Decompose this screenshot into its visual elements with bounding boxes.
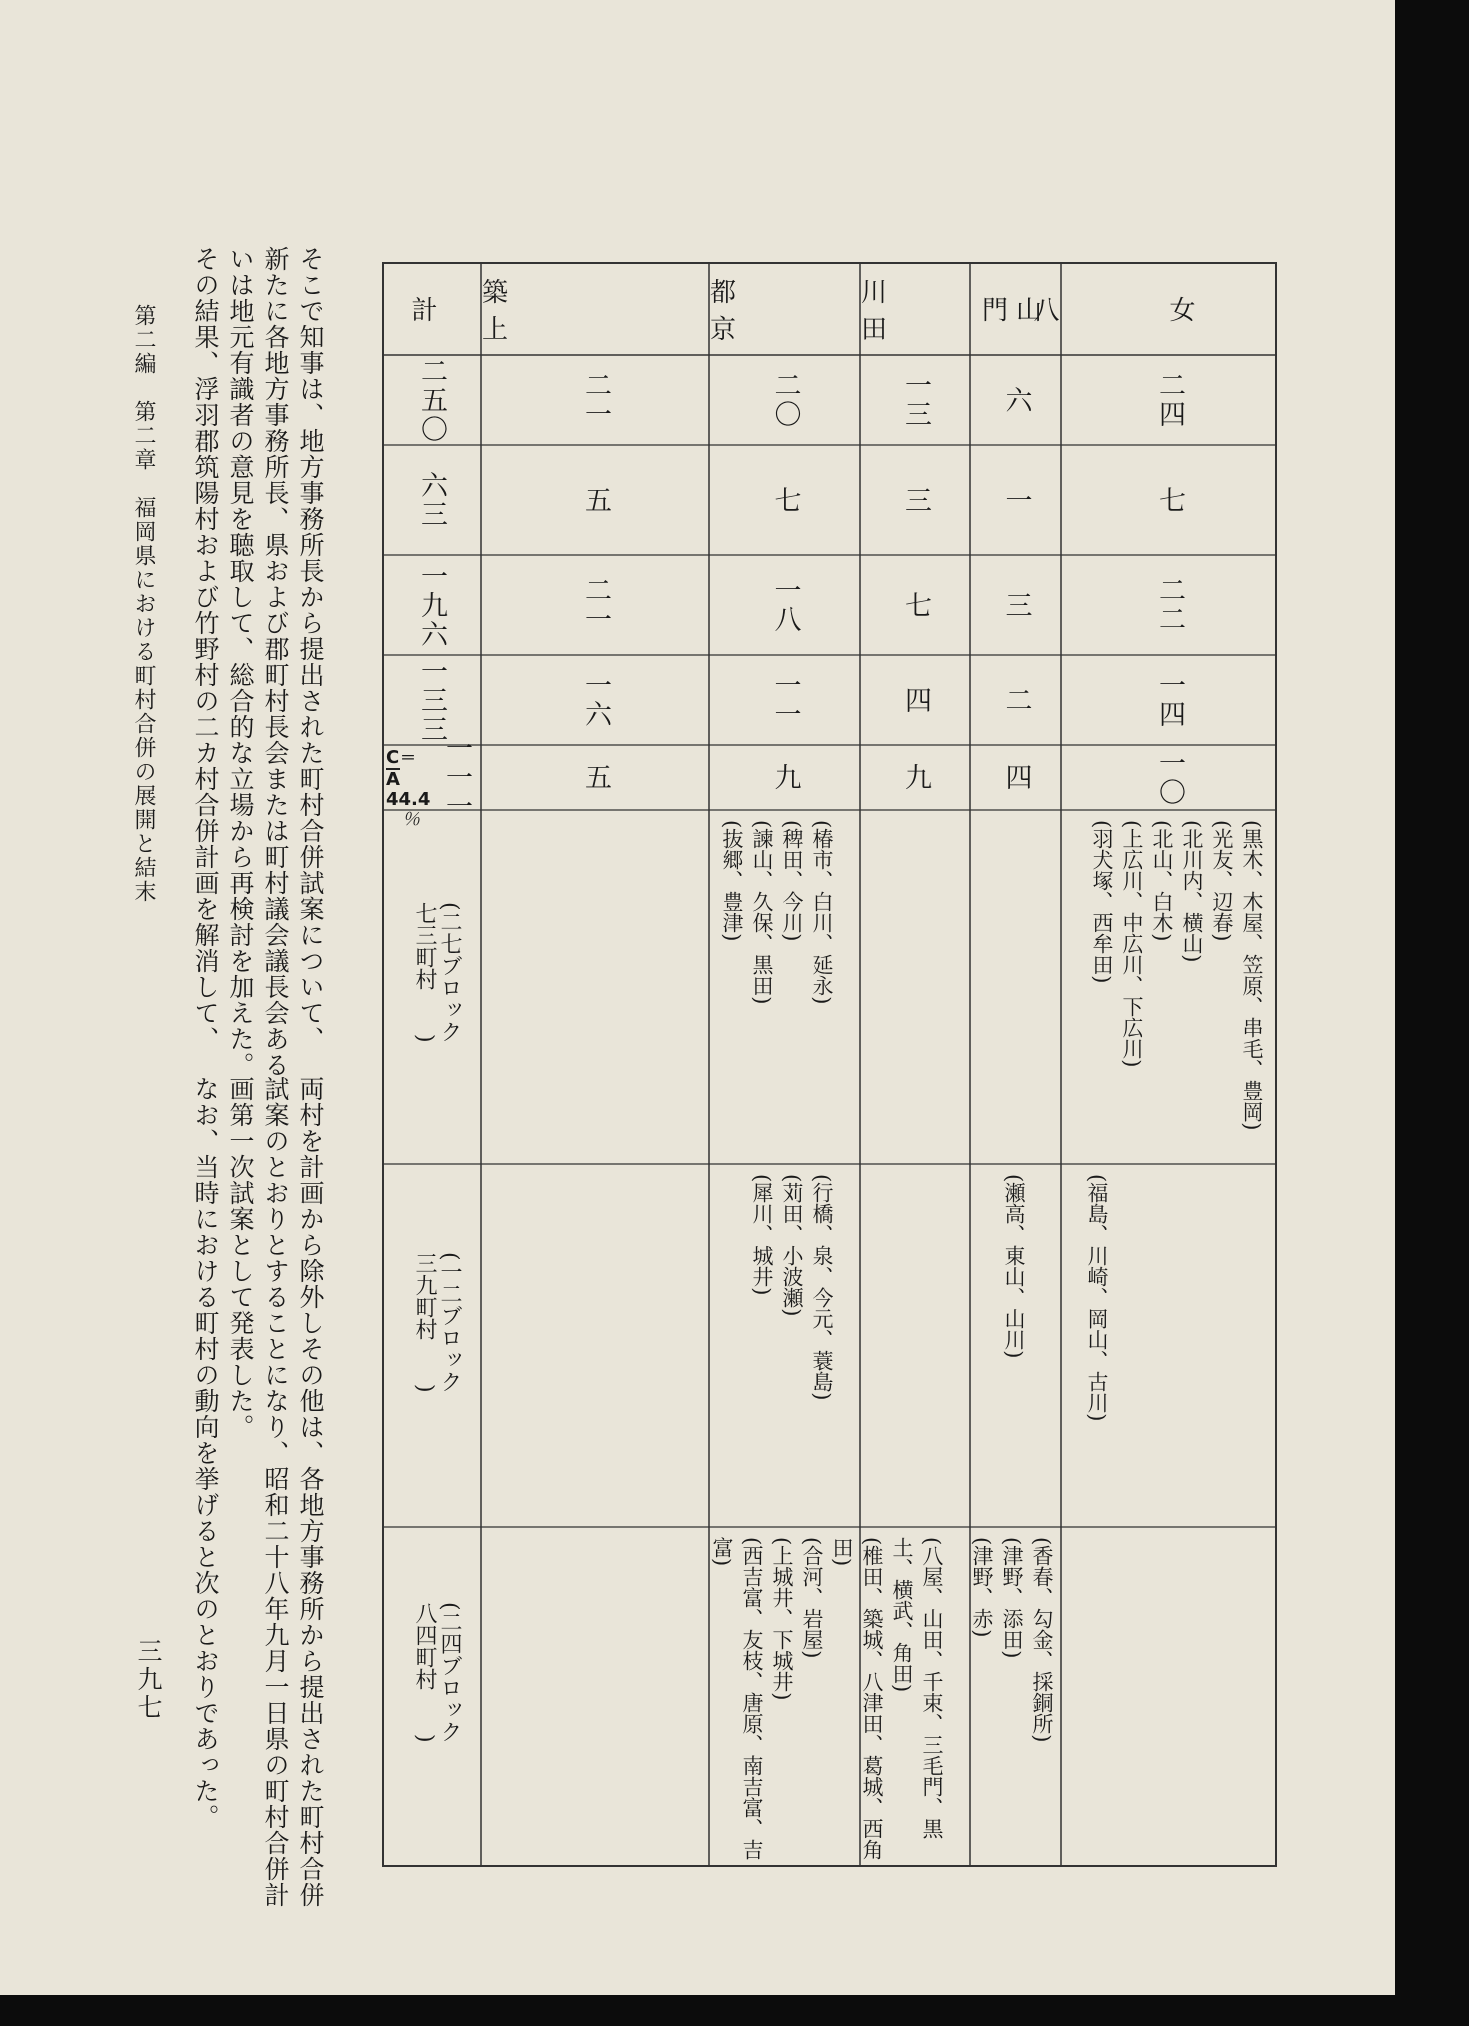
prose-line: 画第一次試案として発表した。	[226, 1076, 255, 1440]
header-total: 計	[411, 296, 452, 326]
ratio-unit: ％	[402, 809, 420, 830]
total-c1: 二五〇	[416, 356, 447, 444]
page-number: 三九七	[134, 1638, 163, 1722]
list-item: (津野、赤)	[970, 1537, 994, 1638]
chikujo-c2: 五	[580, 485, 611, 515]
miyako-c3: 一八	[769, 576, 801, 634]
tagawa-c2: 三	[900, 485, 931, 515]
monzan-c5: 四	[1000, 763, 1032, 792]
list-item: (北川内、横山)	[1180, 820, 1204, 963]
prose-line: その結果、浮羽郡筑陽村および竹野村の二カ村合併計画を解消して、	[191, 246, 220, 1052]
yame-c1: 二四	[1154, 371, 1185, 429]
total-block2: (一二ブロック 三九町村 )	[412, 1252, 462, 1393]
monzan-list3	[967, 1537, 1057, 1862]
list-item: (黒木、木屋、笠原、串毛、豊岡)	[1240, 820, 1264, 1131]
monzan-c3: 三	[1000, 590, 1032, 620]
miyako-c1: 二〇	[769, 371, 801, 429]
miyako-list3	[467, 1537, 947, 1862]
tagawa-c3: 七	[900, 590, 931, 620]
chikujo-c3: 二一	[580, 576, 611, 634]
prose-line: 新たに各地方事務所長、県および郡町村長会または町村議会議長会ある	[261, 246, 290, 1078]
yame-c4: 一四	[1154, 671, 1185, 729]
ratio-a: A	[386, 769, 400, 790]
list-item: (抜郷、豊津)	[720, 820, 744, 942]
header-monzan: 門山	[981, 296, 1050, 326]
tagawa-c5: 九	[900, 763, 931, 792]
total-c5: 一一一	[441, 734, 472, 821]
prose-line: なお、当時における町村の動向を挙げると次のとおりであった。	[191, 1076, 220, 1830]
miyako-list2	[747, 1174, 837, 1524]
miyako-c2: 七	[769, 485, 801, 515]
ratio-value: 44.4	[386, 789, 431, 810]
list-item: (北山、白木)	[1150, 820, 1174, 942]
list-item: (羽犬塚、西牟田)	[1090, 820, 1114, 984]
list-item: (光友、辺春)	[1210, 820, 1234, 942]
header-yame: 八女	[1033, 296, 1306, 326]
tagawa-c4: 四	[900, 685, 931, 715]
yame-c5: 一〇	[1154, 748, 1185, 807]
list-item: (西吉富、友枝、唐原、南吉富、吉富)	[710, 1537, 764, 1861]
list-item: (苅田、小波瀬)	[780, 1174, 804, 1317]
list-item: (稗田、今川)	[780, 820, 804, 942]
merger-table	[382, 262, 1306, 1867]
prose-after	[188, 1076, 328, 1908]
yame-c3: 二二	[1154, 576, 1185, 634]
list-item: (犀川、城井)	[750, 1174, 774, 1296]
yame-c2: 七	[1154, 485, 1185, 515]
monzan-list2	[999, 1174, 1029, 1524]
ratio-c: C	[386, 747, 400, 768]
total-c4: 一三三	[416, 656, 447, 744]
prose-line: そこで知事は、地方事務所長から提出された町村合併試案について、	[296, 246, 325, 1052]
monzan-c4: 二	[1000, 685, 1032, 715]
yame-list2	[1082, 1174, 1112, 1524]
list-item: (瀬高、東山、山川)	[1002, 1174, 1026, 1359]
total-c3: 一九六	[416, 561, 447, 649]
prose-before	[188, 246, 328, 1078]
header-chikujo: 築上	[482, 277, 609, 345]
header-miyako: 都京	[710, 277, 787, 345]
list-item: (八屋、山田、千束、三毛門、黒土、横武、角田)	[890, 1537, 944, 1840]
chikujo-c4: 一六	[580, 671, 611, 729]
chikujo-c1: 二一	[580, 371, 611, 429]
running-footer: 第二編 第二章 福岡県における町村合併の展開と結末	[131, 304, 156, 904]
total-block1: (二七ブロック 七三町村 )	[412, 902, 462, 1043]
total-c2: 六三	[416, 471, 447, 529]
ratio-label	[386, 747, 432, 830]
chikujo-c5: 五	[580, 763, 611, 792]
list-item: (行橋、泉、今元、蓑島)	[810, 1174, 834, 1401]
list-item: (椎田、築城、八津田、葛城、西角田)	[830, 1537, 884, 1861]
list-item: (上城井、下城井)	[770, 1537, 794, 1701]
tagawa-c1: 一三	[900, 371, 931, 429]
list-item: (椿市、白川、延永)	[810, 820, 834, 1005]
list-item: (香春、勾金、採銅所)	[1030, 1537, 1054, 1743]
list-item: (合河、岩屋)	[800, 1537, 824, 1659]
list-item: (福島、川崎、岡山、古川)	[1085, 1174, 1109, 1422]
list-item: (上広川、中広川、下広川)	[1120, 820, 1144, 1068]
prose-line: 試案のとおりとすることになり、昭和二十八年九月一日県の町村合併計	[261, 1076, 290, 1908]
miyako-c5: 九	[769, 763, 801, 792]
yame-list1	[1087, 820, 1267, 1160]
miyako-list1	[717, 820, 837, 1160]
list-item: (諫山、久保、黒田)	[750, 820, 774, 1005]
monzan-c2: 一	[1000, 485, 1032, 515]
header-tagawa: 川田	[861, 277, 918, 345]
ratio-eq: ＝	[400, 748, 417, 767]
miyako-c4: 一一	[769, 671, 801, 729]
monzan-c1: 六	[1000, 385, 1032, 415]
prose-line: いは地元有識者の意見を聴取して、総合的な立場から再検討を加えた。	[226, 246, 255, 1078]
list-item: (津野、添田)	[1000, 1537, 1024, 1659]
total-block3: (二四ブロック 八四町村 )	[412, 1602, 462, 1743]
prose-line: 両村を計画から除外しその他は、各地方事務所から提出された町村合併	[296, 1076, 325, 1908]
